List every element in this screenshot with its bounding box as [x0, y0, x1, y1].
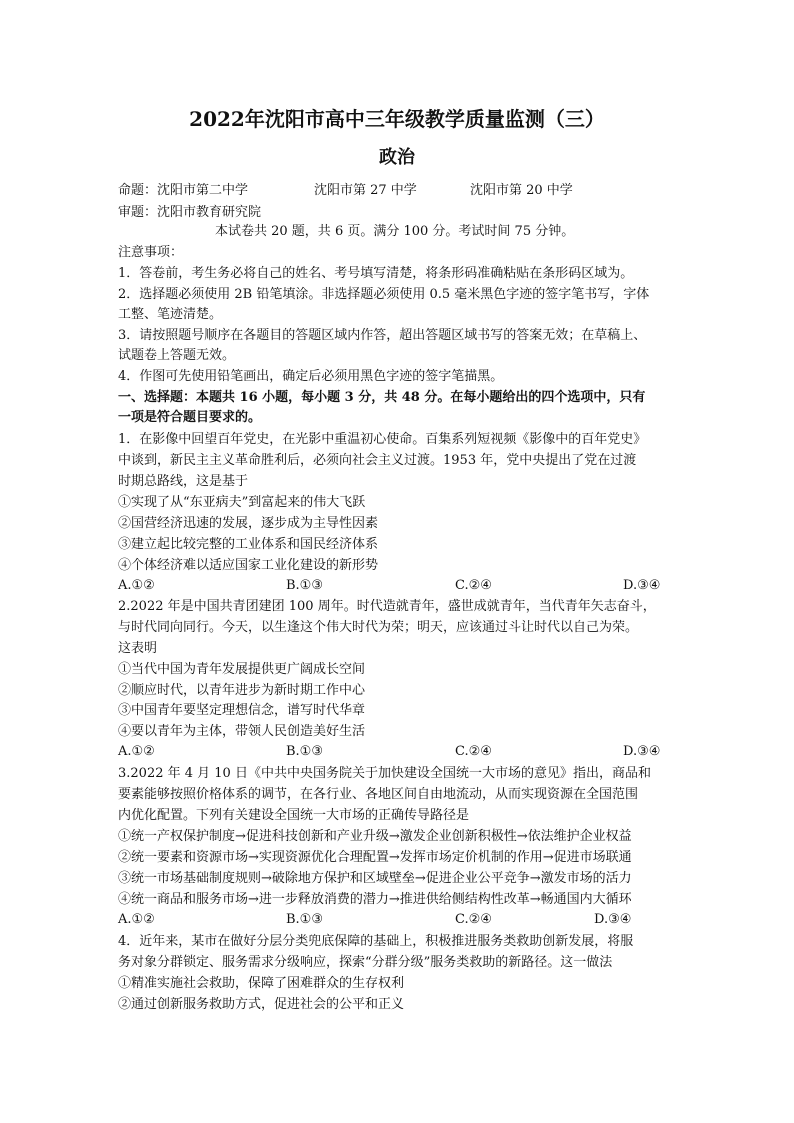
option-c: C.②④ — [455, 912, 492, 927]
q4-stem: 4．近年来，某市在做好分层分类兜底保障的基础上，积极推进服务类救助创新发展，将服 — [118, 934, 634, 949]
q1-options — [118, 576, 678, 596]
q2-item: ③中国青年要坚定理想信念，谱写时代华章 — [118, 703, 366, 718]
section-heading: 一、选择题：本题共 16 小题，每小题 3 分，共 48 分。在每小题给出的四个选项中，只有 — [118, 390, 646, 405]
option-c: C.②④ — [455, 578, 492, 593]
subject-title: 政治 — [379, 147, 415, 168]
q3-options — [118, 910, 678, 930]
option-a: A.①② — [118, 912, 155, 927]
q4-item: ②通过创新服务救助方式，促进社会的公平和正义 — [118, 997, 405, 1012]
option-d: D.③④ — [623, 578, 661, 593]
q3-stem: 3.2022 年 4 月 10 日《中共中央国务院关于加快建设全国统一大市场的意见》指出，商品和 — [118, 766, 651, 781]
q2-item: ①当代中国为青年发展提供更广阔成长空间 — [118, 662, 366, 677]
q1-stem: 1．在影像中回望百年党史，在光影中重温初心使命。百集系列短视频《影像中的百年党史》 — [118, 432, 647, 447]
exam-info: 本试卷共 20 题，共 6 页。满分 100 分。考试时间 75 分钟。 — [215, 224, 575, 239]
note-line: 3．请按照题号顺序在各题目的答题区域内作答，超出答题区域书写的答案无效；在草稿上、 — [118, 328, 647, 343]
section-heading-cont: 一项是符合题目要求的。 — [118, 410, 262, 425]
note-line: 2．选择题必须使用 2B 铅笔填涂。非选择题必须使用 0.5 毫米黑色字迹的签字笔书写，字体 — [118, 287, 650, 302]
q3-item: ③统一市场基础制度规则→破除地方保护和区域壁垒→促进企业公平竞争→激发市场的活力 — [118, 871, 632, 886]
q3-item: ④统一商品和服务市场→进一步释放消费的潜力→推进供给侧结构性改革→畅通国内大循环 — [118, 892, 632, 907]
q1-item: ④个体经济难以适应国家工业化建设的新形势 — [118, 558, 379, 573]
q1-item: ③建立起比较完整的工业体系和国民经济体系 — [118, 537, 379, 552]
notes-heading: 注意事项： — [118, 245, 184, 260]
q4-item: ①精准实施社会救助，保障了困难群众的生存权利 — [118, 976, 405, 991]
option-a: A.①② — [118, 744, 155, 759]
q2-options — [118, 742, 678, 762]
note-line: 4．作图可先使用铅笔画出，确定后必须用黑色字迹的签字笔描黑。 — [118, 369, 504, 384]
q1-item: ②国营经济迅速的发展，逐步成为主导性因素 — [118, 516, 379, 531]
q3-stem: 要素能够按照价格体系的调节，在各行业、各地区间自由地流动，从而实现资源在全国范围 — [118, 787, 639, 802]
q3-stem: 内优化配置。下列有关建设全国统一大市场的正确传导路径是 — [118, 808, 470, 823]
option-d: D.③④ — [623, 744, 661, 759]
note-line: 试题卷上答题无效。 — [118, 348, 236, 363]
option-b: B.①③ — [286, 744, 323, 759]
q1-item: ①实现了从“东亚病夫”到富起来的伟大飞跃 — [118, 495, 366, 510]
q2-stem: 这表明 — [118, 641, 158, 656]
q1-stem: 时期总路线，这是基于 — [118, 474, 249, 489]
option-c: C.②④ — [455, 744, 492, 759]
q3-item: ①统一产权保护制度→促进科技创新和产业升级→激发企业创新积极性→依法维护企业权益 — [118, 829, 632, 844]
q2-stem: 与时代同向同行。今天，以生逢这个伟大时代为荣；明天，应该通过斗让时代以自己为荣。 — [118, 620, 639, 635]
q1-stem: 中谈到，新民主主义革命胜利后，必须向社会主义过渡。1953 年，党中央提出了党在过渡 — [118, 453, 637, 468]
exam-title: 2022年沈阳市高中三年级教学质量监测（三） — [189, 107, 605, 131]
author-3: 沈阳市第 20 中学 — [470, 183, 573, 198]
option-b: B.①③ — [286, 912, 323, 927]
author-2: 沈阳市第 27 中学 — [314, 183, 417, 198]
note-line: 工整、笔迹清楚。 — [118, 307, 223, 322]
reviewer-line: 审题：沈阳市教育研究院 — [118, 205, 262, 220]
authors-line — [0, 181, 794, 201]
q4-stem: 务对象分群锁定、服务需求分级响应，探索“分群分级”服务类救助的新路径。这一做法 — [118, 955, 613, 970]
note-line: 1．答卷前，考生务必将自己的姓名、考号填写清楚，将条形码准确粘贴在条形码区域为。 — [118, 266, 634, 281]
q2-stem: 2.2022 年是中国共青团建团 100 周年。时代造就青年，盛世成就青年，当代青年矢志奋斗， — [118, 599, 656, 614]
q2-item: ②顺应时代，以青年进步为新时期工作中心 — [118, 683, 366, 698]
author-1: 命题：沈阳市第二中学 — [118, 183, 249, 198]
option-a: A.①② — [118, 578, 155, 593]
option-d: D.③④ — [594, 912, 632, 927]
option-b: B.①③ — [286, 578, 323, 593]
q3-item: ②统一要素和资源市场→实现资源优化合理配置→发挥市场定价机制的作用→促进市场联通 — [118, 850, 632, 865]
q2-item: ④要以青年为主体，带领人民创造美好生活 — [118, 724, 366, 739]
